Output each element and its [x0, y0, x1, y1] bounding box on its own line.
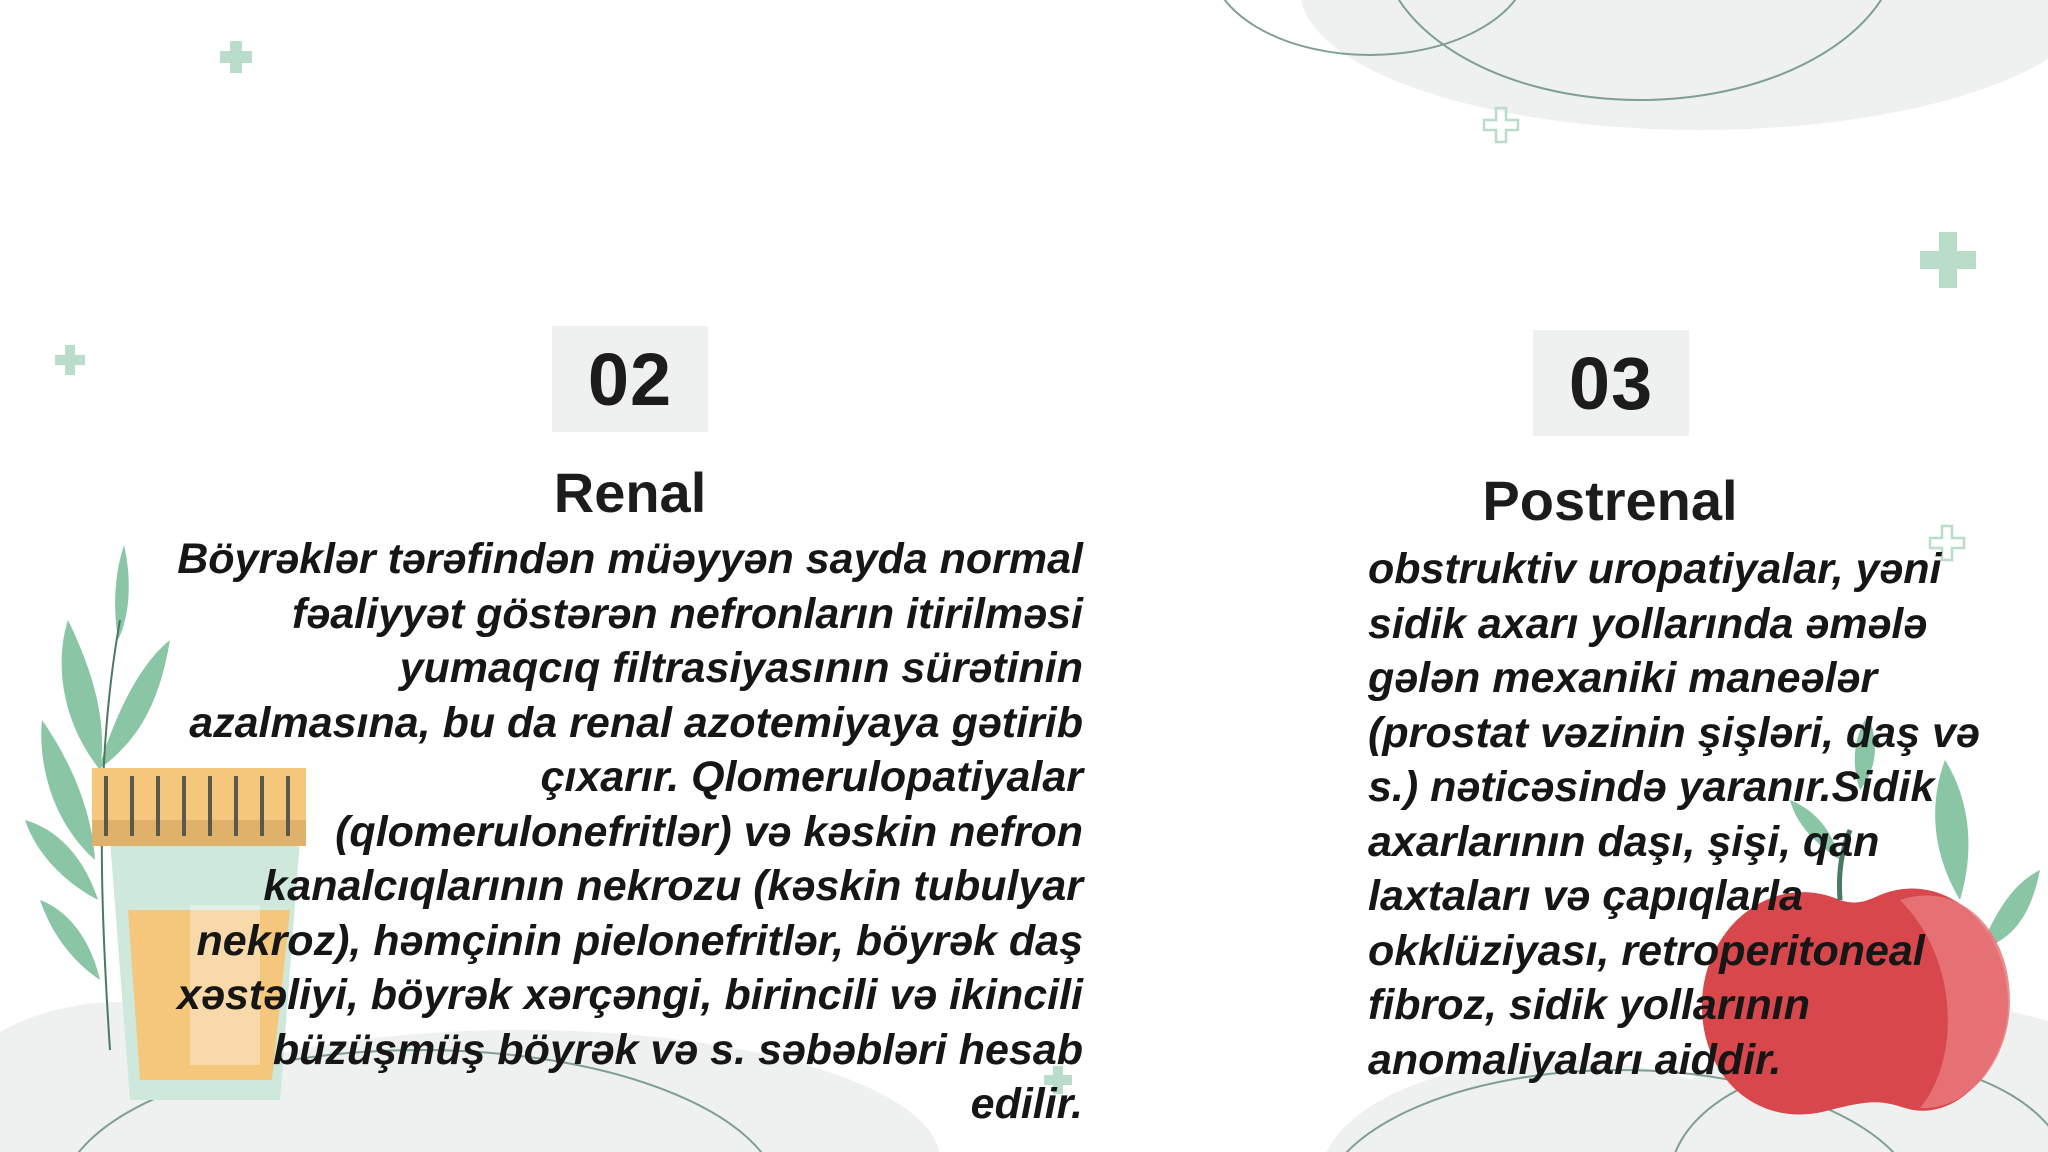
section-body-text: Böyrəklər tərəfindən müəyyən sayda normal fəaliyyət göstərən nefronların itirilməsi yumaqcıq filtrasiyasının sürətinin azalmasına, bu da renal azotemiyaya gətirib çıxarır. Qlomerulopatiyalar (qlomerulonefritlər) və kəskin nefron kanalcıqlarının nekrozu (kəskin tubulyar nekroz), həmçinin pielonefritlər, böyrək daş xəstəliyi, böyrək xərçəngi, birincili və ikincili büzüşmüş böyrək və s. səbəbləri hesab edilir.: [177, 535, 1083, 1128]
section-number-box: [552, 326, 708, 432]
cloud-icon: [1210, 0, 2048, 130]
section-title: Postrenal: [1482, 469, 1738, 532]
plus-icon: [55, 345, 85, 375]
section-title: Renal: [553, 461, 707, 524]
section-body-text: obstruktiv uropatiyalar, yəni sidik axarı yollarında əmələ gələn mexaniki maneələr (prostat vəzinin şişləri, daş və s.) nəticəsində yaranır.Sidik axarlarının daşı, şişi, qan laxtaları və çapıqlarla okklüziyası, retroperitoneal fibroz, sidik yollarının anomaliyaları aiddir.: [1368, 545, 1980, 1084]
section-number: 02: [587, 337, 673, 421]
section-number-box: [1533, 330, 1689, 436]
section-number: 03: [1568, 341, 1654, 425]
plus-icon: [1920, 232, 1976, 288]
plus-icon: [220, 41, 252, 73]
